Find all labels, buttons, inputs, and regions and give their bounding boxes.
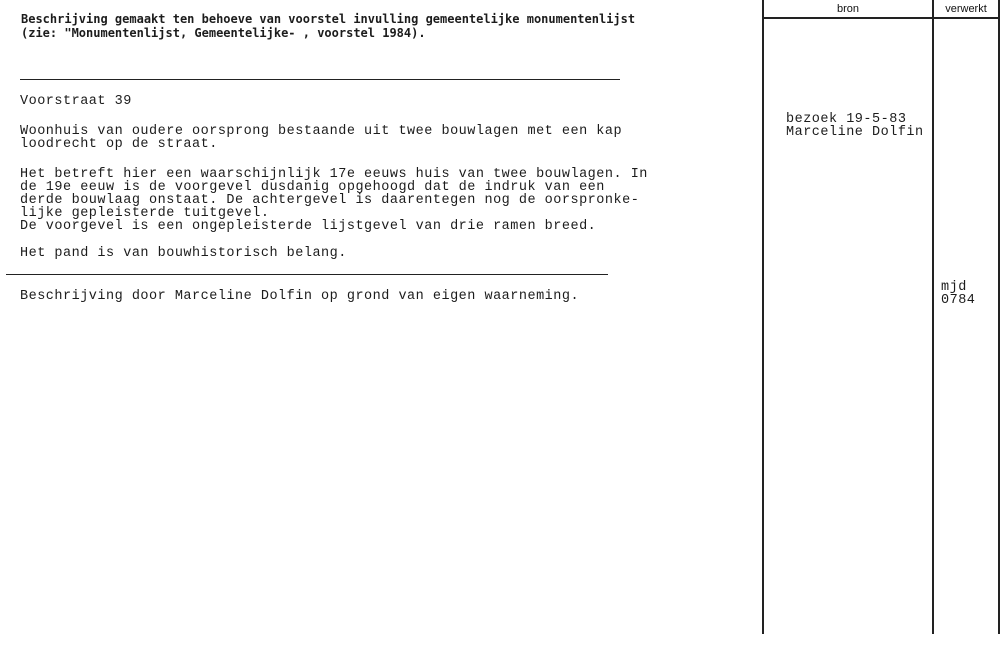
paragraph-2-line: derde bouwlaag onstaat. De achtergevel is daarentegen nog de oorspronke- <box>20 193 640 208</box>
footer-text: Beschrijving door Marceline Dolfin op grond van eigen waarneming. <box>20 289 580 304</box>
bron-entry-line: bezoek 19-5-83 <box>786 112 907 127</box>
column-header-rule <box>762 17 999 19</box>
paragraph-2-line: De voorgevel is een ongepleisterde lijstgevel van drie ramen breed. <box>20 219 597 234</box>
paragraph-1 <box>20 125 622 151</box>
paragraph-1-line: Woonhuis van oudere oorsprong bestaande uit twee bouwlagen met een kap <box>20 124 623 139</box>
column-divider-right <box>998 0 1000 634</box>
column-divider-middle <box>932 0 934 634</box>
paragraph-2-line: lijke gepleisterde tuitgevel. <box>20 206 270 221</box>
header-line-2: (zie: "Monumentenlijst, Gemeentelijke- , voorstel 1984). <box>21 26 426 40</box>
separator-rule-top <box>20 79 620 80</box>
paragraph-2 <box>20 168 648 233</box>
column-divider-left <box>762 0 764 634</box>
bron-entry-line: Marceline Dolfin <box>786 125 924 140</box>
address-title: Voorstraat 39 <box>20 94 132 109</box>
separator-rule-bottom <box>6 274 608 275</box>
paragraph-2-line: Het betreft hier een waarschijnlijk 17e eeuws huis van twee bouwlagen. In <box>20 167 648 182</box>
verwerkt-entry-line: mjd <box>941 280 967 295</box>
verwerkt-entry <box>941 281 975 307</box>
column-header-verwerkt: verwerkt <box>945 3 987 15</box>
paragraph-3: Het pand is van bouwhistorisch belang. <box>20 246 347 261</box>
column-header-bron: bron <box>836 3 860 15</box>
bron-entry <box>786 113 924 139</box>
header-line-1: Beschrijving gemaakt ten behoeve van voorstel invulling gemeentelijke monumentenlijst <box>21 12 636 26</box>
verwerkt-entry-line: 0784 <box>941 293 976 308</box>
paragraph-2-line: de 19e eeuw is de voorgevel dusdanig opgehoogd dat de indruk van een <box>20 180 605 195</box>
paragraph-1-line: loodrecht op de straat. <box>20 137 218 152</box>
